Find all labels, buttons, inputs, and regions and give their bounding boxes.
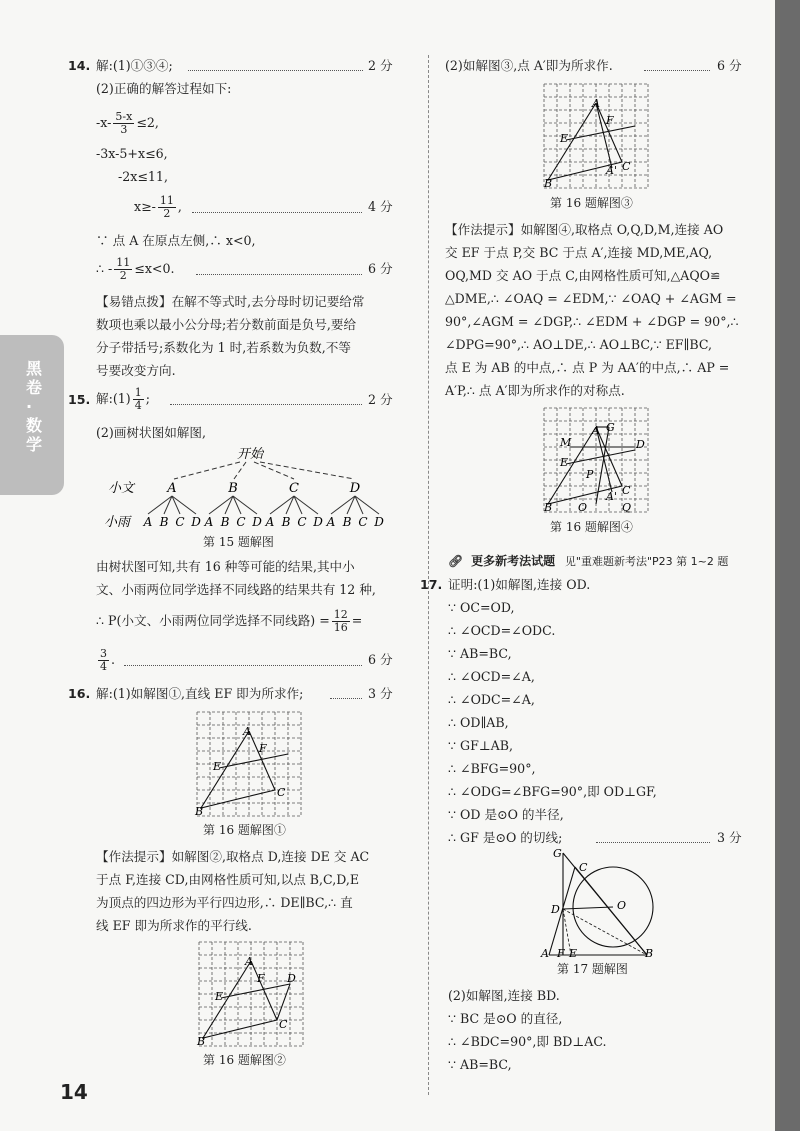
q17-line9: ∴ ∠BFG=90°,	[448, 761, 536, 776]
svg-text:B: B	[195, 805, 204, 818]
svg-text:E: E	[569, 947, 578, 960]
tree-node-d: D	[349, 481, 361, 496]
svg-text:A: A	[245, 955, 253, 968]
q15-part2: (2)画树状图如解图,	[96, 425, 206, 440]
svg-text:A: A	[243, 725, 251, 738]
svg-text:B: B	[544, 501, 553, 514]
svg-text:C: C	[175, 515, 185, 529]
svg-text:D: D	[636, 438, 645, 451]
q16-tip-line2: 于点 F,连接 CD,由网格性质可知,以点 B,C,D,E	[96, 872, 360, 887]
tree-l1-edges	[174, 462, 354, 479]
dot-leader	[196, 274, 362, 275]
q16-tip-line3: 为顶点的四边形为平行四边形,∴ DE∥BC,∴ 直	[96, 895, 353, 910]
svg-text:D: D	[287, 972, 296, 985]
q14-step2: -3x-5+x≤6,	[96, 146, 168, 161]
q17-score1: 3 分	[717, 830, 742, 845]
q16-tip2-line7: 点 E 为 AB 的中点,∴ 点 P 为 AA′的中点,∴ AP =	[445, 360, 730, 375]
q17-line5: ∴ ∠OCD=∠A,	[448, 669, 535, 684]
q14-tip-line2: 数项也乘以最小公分母;若分数前面是负号,要给	[96, 317, 357, 332]
svg-text:C: C	[236, 515, 246, 529]
svg-text:D: D	[191, 515, 201, 529]
svg-text:C: C	[279, 1018, 288, 1031]
q17-line4: ∵ AB=BC,	[448, 646, 512, 661]
q17-line3: ∴ ∠OCD=∠ODC.	[448, 623, 556, 638]
tree-l2-label: 小雨	[104, 515, 131, 530]
dot-leader	[596, 842, 710, 843]
svg-text:F: F	[259, 742, 267, 755]
link-icon: 🔗︎	[448, 554, 464, 568]
svg-text:F: F	[257, 972, 265, 985]
q16-tip-line1: 【作法提示】如解图②,取格点 D,连接 DE 交 AC	[96, 849, 370, 864]
q15-text2: 文、小雨两位同学选择不同线路的结果共有 12 种,	[96, 582, 376, 597]
tree-l1-label: 小文	[108, 481, 135, 496]
svg-text:G: G	[553, 847, 562, 860]
q17-line7: ∴ OD∥AB,	[448, 715, 509, 730]
svg-text:D: D	[313, 515, 323, 529]
q17-line10: ∴ ∠ODG=∠BFG=90°,即 OD⊥GF,	[448, 784, 657, 799]
svg-text:A: A	[204, 515, 214, 529]
q14-score3: 6 分	[368, 261, 393, 276]
dot-leader	[124, 665, 362, 666]
grid-figure-4	[540, 404, 652, 516]
caption-fig3: 第 16 题解图③	[550, 196, 633, 210]
q16-tip2-line4: △DME,∴ ∠OAQ = ∠EDM,∵ ∠OAQ + ∠AGM =	[445, 291, 737, 306]
svg-text:E: E	[215, 990, 224, 1003]
q16-number: 16.	[68, 686, 91, 701]
q14-part2: (2)正确的解答过程如下:	[96, 81, 232, 96]
svg-text:F: F	[606, 114, 614, 127]
q15-part1: 解:(1) $\frac{1}{4}$ ;	[96, 386, 150, 412]
caption-fig2: 第 16 题解图②	[203, 1053, 286, 1067]
svg-text:C: C	[579, 861, 588, 874]
svg-text:A': A'	[606, 164, 617, 177]
grid-figure-1	[193, 708, 305, 820]
dot-leader	[188, 70, 363, 71]
svg-text:C: C	[277, 786, 286, 799]
svg-text:M: M	[560, 436, 572, 449]
svg-text:A: A	[265, 515, 275, 529]
tree-diagram	[100, 442, 400, 532]
column-divider	[428, 55, 429, 1095]
svg-text:D: D	[252, 515, 262, 529]
q16-tip2-line8: A′P,∴ 点 A′即为所求作的对称点.	[445, 383, 625, 398]
svg-text:B: B	[220, 515, 230, 529]
tree-node-b: B	[228, 481, 238, 496]
svg-text:A: A	[592, 424, 600, 437]
q16-tip2-line5: 90°,∠AGM = ∠DGP,∴ ∠EDM + ∠DGP = 90°,∴	[445, 314, 739, 329]
svg-text:B: B	[342, 515, 352, 529]
q17-line15: ∴ ∠BDC=90°,即 BD⊥AC.	[448, 1034, 607, 1049]
svg-text:C: C	[622, 484, 631, 497]
svg-text:C: C	[622, 160, 631, 173]
q14-score2: 4 分	[368, 199, 393, 214]
tree-l2-edges	[148, 496, 379, 514]
svg-text:E: E	[213, 760, 222, 773]
svg-text:B: B	[281, 515, 291, 529]
q14-step5: ∵ 点 A 在原点左侧,∴ x<0,	[96, 233, 256, 248]
q15-text3: ∴ P(小文、小雨两位同学选择不同线路) = $\frac{12}{16}$ =	[96, 608, 363, 634]
caption-fig4: 第 16 题解图④	[550, 520, 633, 534]
q16-score2: 6 分	[717, 58, 742, 73]
circle-figure	[535, 845, 665, 960]
svg-text:B: B	[544, 177, 553, 190]
subject-side-tab: 黑卷·数学	[0, 335, 64, 495]
svg-text:E: E	[560, 456, 569, 469]
svg-text:O: O	[578, 501, 588, 514]
q15-number: 15.	[68, 392, 91, 407]
svg-text:C: C	[358, 515, 368, 529]
q17-line12: ∴ GF 是⊙O 的切线;	[448, 830, 563, 845]
svg-text:A: A	[143, 515, 153, 529]
q17-line14: ∵ BC 是⊙O 的直径,	[448, 1011, 563, 1026]
svg-text:B: B	[159, 515, 169, 529]
q14-tip-line1: 【易错点拨】在解不等式时,去分母时切记要给常	[96, 294, 365, 309]
q17-caption: 第 17 题解图	[557, 962, 628, 976]
tree-l2-leaves	[143, 515, 385, 529]
svg-text:B: B	[197, 1035, 206, 1048]
svg-text:G: G	[606, 421, 615, 434]
more-title: 更多新考法试题	[471, 554, 556, 568]
more-ref: 见"重难题新考法"P23 第 1~2 题	[564, 555, 729, 568]
svg-text:P: P	[586, 468, 594, 481]
svg-text:D: D	[551, 903, 560, 916]
q14-score1: 2 分	[368, 58, 393, 73]
dot-leader	[192, 212, 362, 213]
svg-text:C: C	[297, 515, 307, 529]
q16-score1: 3 分	[368, 686, 393, 701]
q14-step1: -x- $\frac{5-x}{3}$ ≤2,	[96, 110, 159, 136]
svg-text:A': A'	[606, 490, 617, 503]
q15-caption: 第 15 题解图	[203, 535, 274, 549]
svg-text:O: O	[617, 899, 627, 912]
q14-step3: -2x≤11,	[118, 169, 168, 184]
dot-leader	[330, 698, 362, 699]
svg-text:B: B	[645, 947, 654, 960]
q14-number: 14.	[68, 58, 91, 73]
svg-text:A: A	[326, 515, 336, 529]
q17-line6: ∴ ∠ODC=∠A,	[448, 692, 535, 707]
q17-line16: ∵ AB=BC,	[448, 1057, 512, 1072]
page-number: 14	[60, 1080, 88, 1104]
dot-leader	[170, 404, 362, 405]
q15-score1: 2 分	[368, 392, 393, 407]
q14-step4: x≥- $\frac{11}{2}$ ,	[134, 194, 182, 220]
q15-text4: $\frac{3}{4}$ .	[100, 647, 116, 673]
q17-line8: ∵ GF⊥AB,	[448, 738, 514, 753]
q15-text1: 由树状图可知,共有 16 种等可能的结果,其中小	[96, 559, 355, 574]
q15-score2: 6 分	[368, 652, 393, 667]
q16-part2: (2)如解图③,点 A′即为所求作.	[445, 58, 613, 73]
dot-leader	[644, 70, 710, 71]
svg-text:Q: Q	[622, 501, 632, 514]
q16-part1: 解:(1)如解图①,直线 EF 即为所求作;	[96, 686, 304, 701]
q17-line13: (2)如解图,连接 BD.	[448, 988, 560, 1003]
q14-step6: ∴ - $\frac{11}{2}$ ≤x<0.	[96, 256, 175, 282]
q16-tip2-line1: 【作法提示】如解图④,取格点 O,Q,D,M,连接 AO	[445, 222, 724, 237]
svg-text:E: E	[560, 132, 569, 145]
q14-part1: 解:(1)①③④;	[96, 58, 173, 73]
q16-tip2-line3: OQ,MD 交 AO 于点 C,由网格性质可知,△AQO≌	[445, 268, 721, 283]
q17-number: 17.	[420, 577, 443, 592]
q14-tip-line4: 号要改变方向.	[96, 363, 176, 378]
svg-text:A: A	[541, 947, 549, 960]
q14-tip-line3: 分子带括号;系数化为 1 时,若系数为负数,不等	[96, 340, 351, 355]
tree-node-a: A	[167, 481, 177, 496]
svg-text:A: A	[592, 97, 600, 110]
grid-figure-2	[195, 938, 307, 1050]
q16-tip2-line2: 交 EF 于点 P,交 BC 于点 A′,连接 MD,ME,AQ,	[445, 245, 713, 260]
q17-line2: ∵ OC=OD,	[448, 600, 515, 615]
q16-tip2-line6: ∠DPG=90°,∴ AO⊥DE,∴ AO⊥BC,∵ EF∥BC,	[445, 337, 713, 352]
svg-text:D: D	[374, 515, 384, 529]
caption-fig1: 第 16 题解图①	[203, 823, 286, 837]
tree-node-c: C	[289, 481, 299, 496]
tree-root: 开始	[236, 447, 264, 462]
q17-line1: 证明:(1)如解图,连接 OD.	[448, 577, 591, 592]
svg-text:F: F	[557, 947, 565, 960]
grid-figure-3	[540, 80, 652, 192]
q17-line11: ∵ OD 是⊙O 的半径,	[448, 807, 564, 822]
q16-tip-line4: 线 EF 即为所求作的平行线.	[96, 918, 252, 933]
more-questions-banner	[448, 552, 728, 569]
